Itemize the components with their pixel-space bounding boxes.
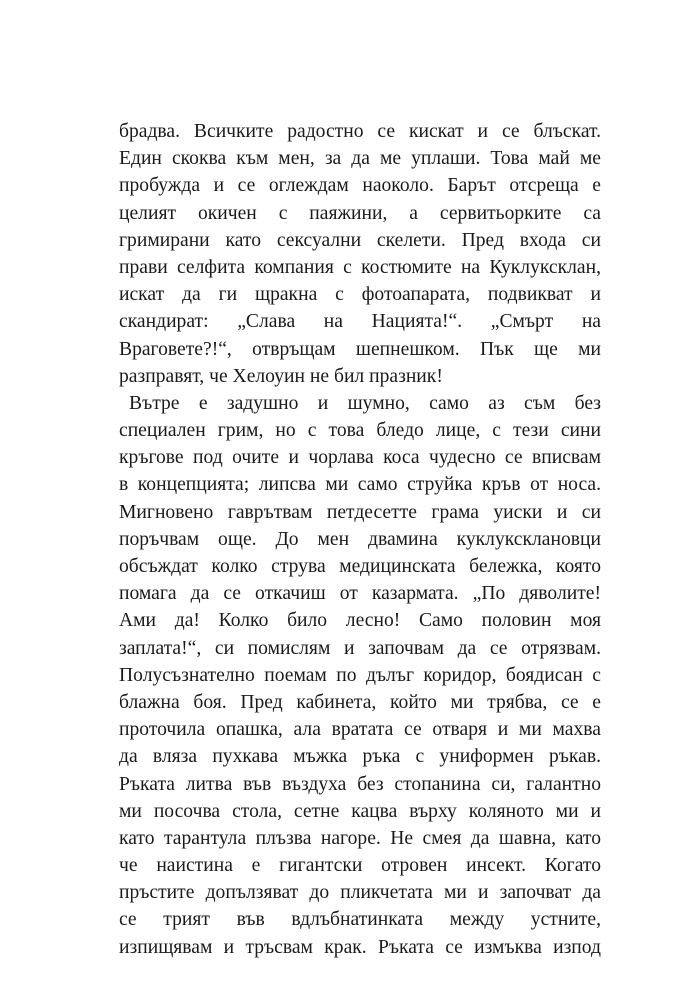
text-line: Полусъзнателно поемам по дълъг коридор, боядисан с xyxy=(119,664,601,686)
text-line: проточила опашка, ала вратата се отваря и ми махва xyxy=(119,719,601,741)
text-line: в концепцията; липсва ми само струйка кръв от носа. xyxy=(119,474,601,496)
text-line: се трият във вдлъбнатинката между устните, xyxy=(119,909,601,931)
text-line: скандират: „Слава на Нацията!“. „Смърт на xyxy=(119,311,601,333)
text-line: обсъждат колко струва медицинската бележка, която xyxy=(119,556,601,577)
text-line: заплата!“, си помислям и започвам да се отрязвам. xyxy=(119,637,601,659)
text-line: разправят, че Хелоуин не бил празник! xyxy=(119,365,443,387)
text-line: Ами да! Колко било лесно! Само половин моя xyxy=(119,610,601,632)
text-line: целият окичен с паяжини, а сервитьорките са xyxy=(119,202,601,224)
text-line: специален грим, но с това бледо лице, с тези сини xyxy=(119,420,601,442)
text-line: искат да ги щракна с фотоапарата, подвикват и xyxy=(119,284,601,306)
text-line: че наистина е гигантски отровен инсект. Когато xyxy=(119,855,601,877)
text-line: пръстите допълзяват до пликчетата ми и започват да xyxy=(119,882,601,904)
text-line: Враговете?!“, отвръщам шепнешком. Пък ще ми xyxy=(119,338,601,360)
text-line: Вътре е задушно и шумно, само аз съм без xyxy=(129,392,601,414)
text-line: блажна боя. Пред кабинета, който ми трябва, се е xyxy=(119,691,601,713)
text-line: Ръката литва във въздуха без стопанина си, галантно xyxy=(119,773,601,795)
text-line: кръгове под очите и чорлава коса чудесно се вписвам xyxy=(119,447,601,469)
text-line: пробужда и се оглеждам наоколо. Барът отсреща е xyxy=(119,175,601,197)
text-line: Мигновено гаврътвам петдесетте грама уиски и си xyxy=(119,501,601,523)
text-line: гримирани като сексуални скелети. Пред входа си xyxy=(119,229,601,251)
text-line: брадва. Всичките радостно се кискат и се блъскат. xyxy=(119,121,601,142)
text-line: ми посочва стола, сетне кацва върху коляното ми и xyxy=(119,800,601,822)
text-line: като тарантула плъзва нагоре. Не смея да шавна, като xyxy=(119,827,601,849)
text-line: Един скоква към мен, за да ме уплаши. Това май ме xyxy=(119,148,601,170)
text-line: прави селфита компания с костюмите на Куклуксклан, xyxy=(119,256,601,278)
text-line: поръчвам още. До мен двамина куклуксклановци xyxy=(119,528,601,550)
text-line: помага да се откачиш от казармата. „По дяволите! xyxy=(119,583,601,605)
text-line: да вляза пухкава мъжка ръка с униформен ръкав. xyxy=(119,746,601,768)
body-text xyxy=(119,118,601,961)
text-line: изпищявам и тръсвам крак. Ръката се измъква изпод xyxy=(119,936,601,958)
